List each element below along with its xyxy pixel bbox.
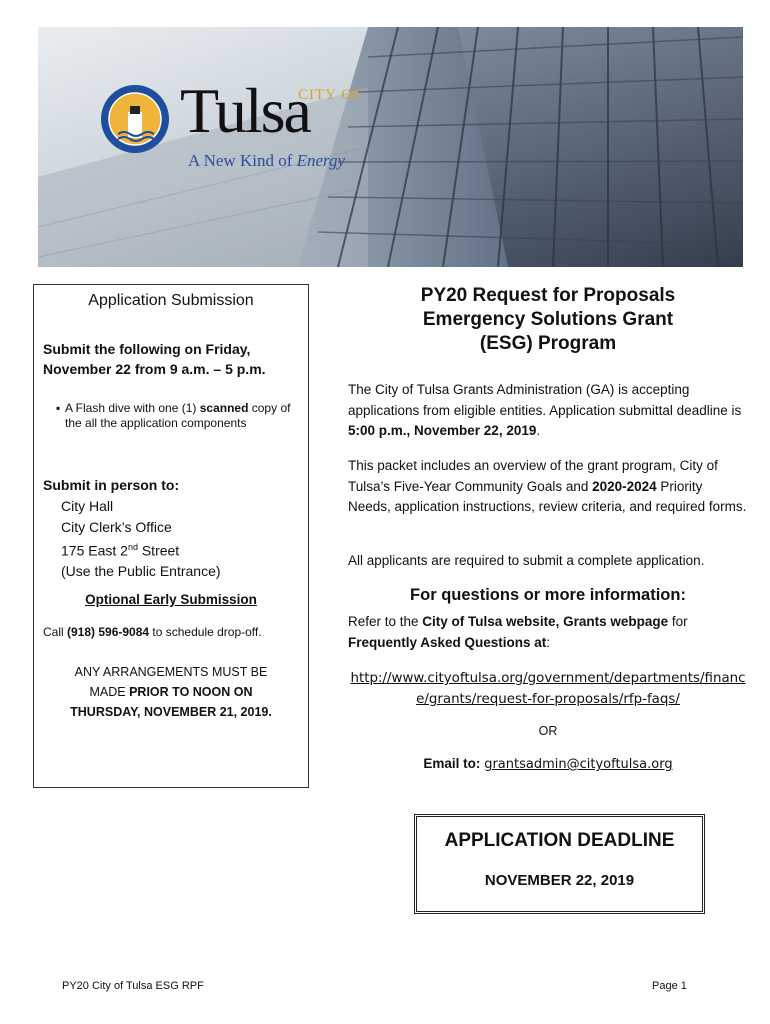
bullet-marker: ▪ xyxy=(56,401,61,415)
logo-tagline: A New Kind of Energy xyxy=(188,151,346,170)
phone-number: (918) 596-9084 xyxy=(67,625,150,639)
call-instructions: Call (918) 596-9084 to schedule drop-off. xyxy=(43,625,262,639)
logo-city-of: CITY OF xyxy=(298,87,363,103)
refer-paragraph: Refer to the City of Tulsa website, Grants webpage for Frequently Asked Questions at: xyxy=(348,614,688,650)
logo-name: Tulsa xyxy=(180,75,310,146)
or-separator: OR xyxy=(538,724,558,738)
document-title: PY20 Request for Proposals Emergency Solutions Grant (ESG) Program xyxy=(420,285,676,354)
address-block: City Hall City Clerk’s Office 175 East 2nd Street (Use the Public Entrance) xyxy=(61,498,221,580)
footer-document-name: PY20 City of Tulsa ESG RPF xyxy=(62,980,204,992)
deadline-title: APPLICATION DEADLINE xyxy=(444,830,675,851)
footer-page-number: Page 1 xyxy=(652,980,687,992)
requirement-paragraph: All applicants are required to submit a complete application. xyxy=(348,553,705,568)
arrangements-notice: ANY ARRANGEMENTS MUST BE MADE PRIOR TO NOON ON THURSDAY, NOVEMBER 21, 2019. xyxy=(70,665,272,719)
packet-paragraph: This packet includes an overview of the grant program, City of Tulsa’s Five-Year Community Goals and 2020-2024 Priority Needs, application instructions, review criteria, and required forms. xyxy=(348,458,747,514)
faq-link[interactable]: http://www.cityoftulsa.org/government/departments/financ e/grants/request-for-proposals/rfp-faqs/ xyxy=(350,671,746,707)
email-line xyxy=(345,756,751,772)
city-seal xyxy=(100,84,170,154)
submission-title: Application Submission xyxy=(88,292,254,309)
email-label: Email to: xyxy=(423,756,481,771)
header-banner xyxy=(38,27,743,267)
deadline-date: NOVEMBER 22, 2019 xyxy=(484,872,635,889)
questions-heading: For questions or more information: xyxy=(410,586,686,604)
submission-intro: Submit the following on Friday, November 22 from 9 a.m. – 5 p.m. xyxy=(43,341,266,377)
optional-early-heading: Optional Early Submission xyxy=(85,592,257,607)
email-link[interactable]: grantsadmin@cityoftulsa.org xyxy=(484,757,673,772)
application-submission-box xyxy=(33,284,309,788)
in-person-heading: Submit in person to: xyxy=(43,477,180,493)
submission-bullet: ▪ A Flash dive with one (1) scanned copy of the all the application components xyxy=(56,401,291,430)
deadline-box xyxy=(414,814,705,914)
intro-paragraph: The City of Tulsa Grants Administration (GA) is accepting applications from eligible entities. Application submittal deadline is 5:00 p.m., November 22, 2019. xyxy=(348,382,742,438)
